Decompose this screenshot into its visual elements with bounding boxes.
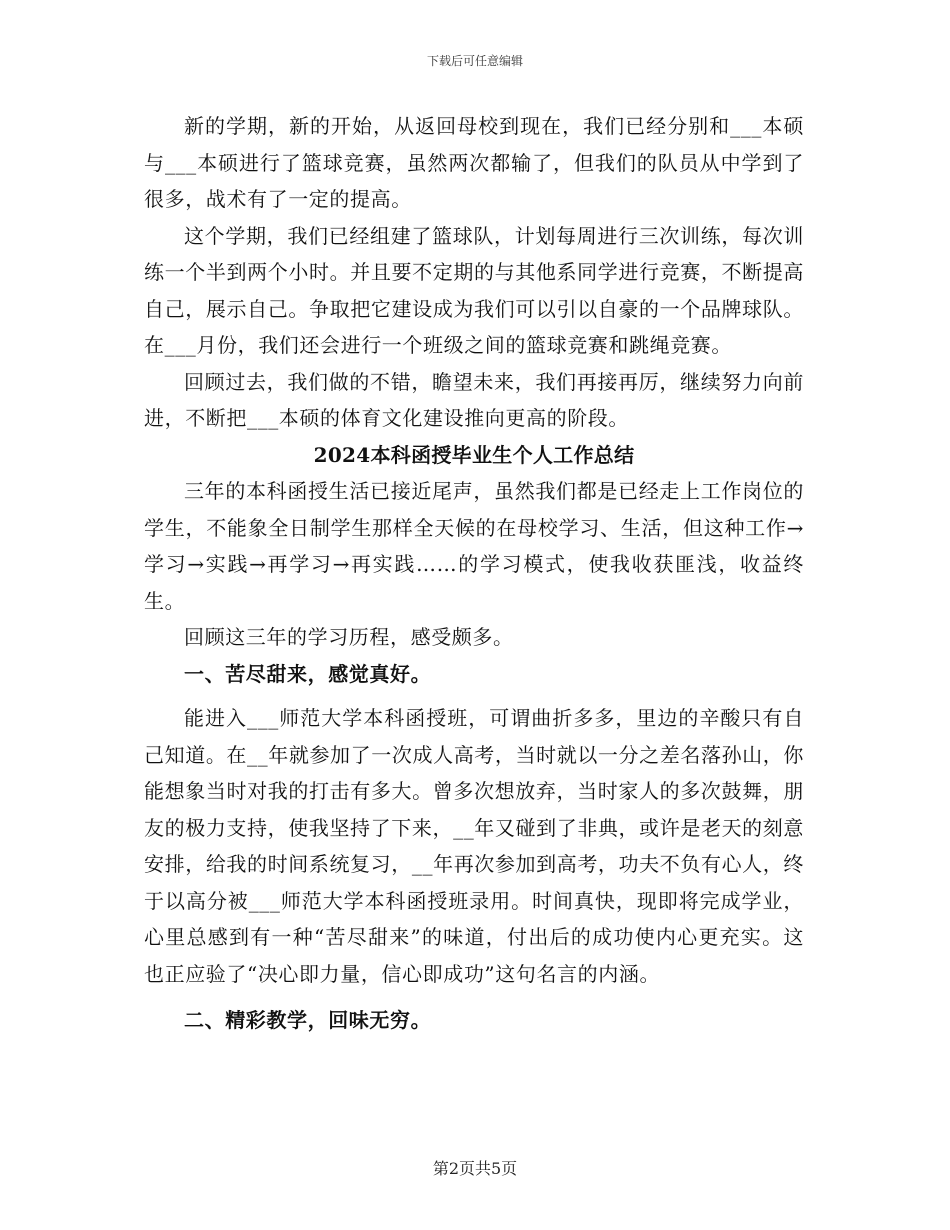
paragraph-review: 回顾过去，我们做的不错，瞻望未来，我们再接再厉，继续努力向前进，不断把___本硕的体育文化建设推向更高的阶段。 — [144, 369, 804, 430]
paragraph-team-plan: 这个学期，我们已经组建了篮球队，计划每周进行三次训练，每次训练一个半到两个小时。并且要不定期的与其他系同学进行竞赛，不断提高自己，展示自己。争取把它建设成为我们可以引以自豪的一个品牌球队。在___月份，我们还会进行一个班级之间的篮球竞赛和跳绳竞赛。 — [144, 223, 804, 357]
heading-1: 一、苦尽甜来，感觉真好。 — [184, 661, 432, 686]
section-title: 2024本科函授毕业生个人工作总结 — [313, 442, 635, 467]
paragraph-heading-1: 能进入___师范大学本科函授班，可谓曲折多多，里边的辛酸只有自己知道。在__年就参加了一次成人高考，当时就以一分之差名落孙山，你能想象当时对我的打击有多大。曾多次想放弃，当时家人的多次鼓舞，朋友的极力支持，使我坚持了下来，__年又碰到了非典，或许是老天的刻意安排，给我的时间系统复习，__年再次参加到高考，功夫不负有心人，终于以高分被___师范大学本科函授班录用。时间真快，现即将完成学业，心里总感到有一种“苦尽甜来”的味道，付出后的成功使内心更充实。这也正应验了“决心即力量，信心即成功”这句名言的内涵。 — [144, 706, 804, 986]
paragraph-semester: 新的学期，新的开始，从返回母校到现在，我们已经分别和___本硕与___本硕进行了篮球竞赛，虽然两次都输了，但我们的队员从中学到了很多，战术有了一定的提高。 — [144, 114, 804, 211]
paragraph-intro: 三年的本科函授生活已接近尾声，虽然我们都是已经走上工作岗位的学生，不能象全日制学生那样全天候的在母校学习、生活，但这种工作→学习→实践→再学习→再实践……的学习模式，使我收获匪浅，收益终生。 — [144, 479, 804, 613]
heading-2: 二、精彩教学，回味无穷。 — [184, 1008, 432, 1032]
header-note: 下载后可任意编辑 — [426, 54, 523, 68]
page-number: 第2页共5页 — [432, 1159, 518, 1178]
paragraph-feelings: 回顾这三年的学习历程，感受颇多。 — [184, 625, 514, 649]
document-body — [144, 108, 804, 1039]
